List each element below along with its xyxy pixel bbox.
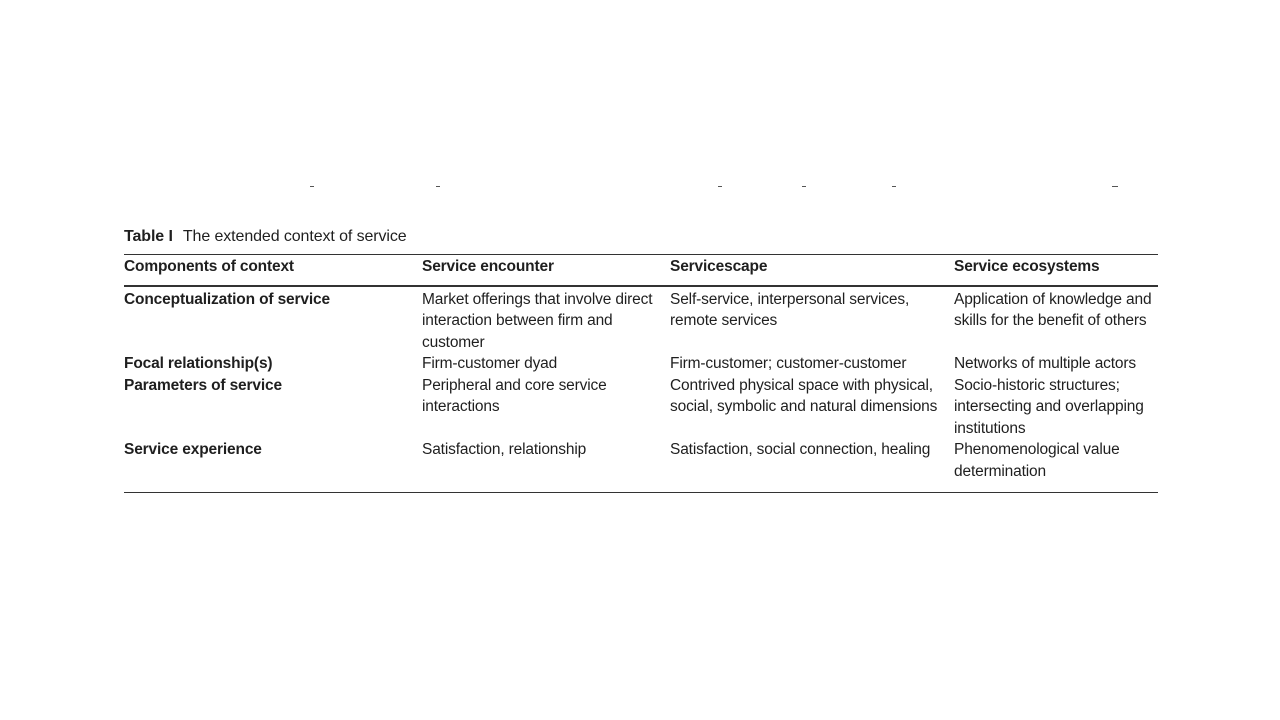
- cell-text: Phenomenological value determination: [954, 441, 1120, 480]
- table-cell: [670, 375, 954, 440]
- cell-text: Satisfaction, relationship: [422, 441, 587, 458]
- row-label: Parameters of service: [124, 376, 282, 394]
- table-row: [124, 375, 1158, 440]
- cell-text: Satisfaction, social connection, healing: [670, 441, 931, 458]
- table-cell: [670, 439, 954, 493]
- table-cell: [954, 286, 1158, 354]
- header-servicescape: Servicescape: [670, 255, 954, 286]
- cell-text: Market offerings that involve direct interaction between firm and customer: [422, 290, 653, 351]
- row-label: Service experience: [124, 439, 422, 493]
- row-label: Conceptualization of service: [124, 290, 330, 308]
- table-container: [124, 226, 1158, 493]
- cell-text: Firm-customer; customer-customer: [670, 355, 907, 372]
- table-cell: [422, 375, 670, 440]
- cell-text: Firm-customer dyad: [422, 355, 558, 372]
- table-cell: [954, 439, 1158, 493]
- table-row: [124, 439, 1158, 493]
- table-cell: [422, 286, 670, 354]
- table-cell: [670, 286, 954, 354]
- cell-text: Socio-historic structures; intersecting and overlapping institutions: [954, 376, 1144, 437]
- table-caption-title: The extended context of service: [182, 228, 407, 245]
- cell-text: Application of knowledge and skills for the benefit of others: [954, 290, 1152, 329]
- table-row: [124, 286, 1158, 354]
- table-cell: [422, 353, 670, 375]
- header-service-encounter: Service encounter: [422, 255, 670, 286]
- table-caption-label: Table I: [124, 228, 173, 245]
- header-service-ecosystems: Service ecosystems: [954, 255, 1158, 286]
- table-cell: [422, 439, 670, 493]
- header-components: Components of context: [124, 255, 422, 286]
- table-cell: [670, 353, 954, 375]
- table-cell: [954, 353, 1158, 375]
- table-cell: [954, 375, 1158, 440]
- context-table: [124, 254, 1158, 493]
- cell-text: Self-service, interpersonal services, remote services: [670, 290, 910, 329]
- table-header-row: [124, 255, 1158, 286]
- cell-text: Contrived physical space with physical, social, symbolic and natural dimensions: [670, 376, 938, 415]
- scan-artifact-marks: [300, 186, 1130, 189]
- cell-text: Peripheral and core service interactions: [422, 376, 607, 415]
- row-label: Focal relationship(s): [124, 355, 273, 372]
- table-row: [124, 353, 1158, 375]
- table-caption: [124, 226, 1158, 248]
- cell-text: Networks of multiple actors: [954, 355, 1137, 372]
